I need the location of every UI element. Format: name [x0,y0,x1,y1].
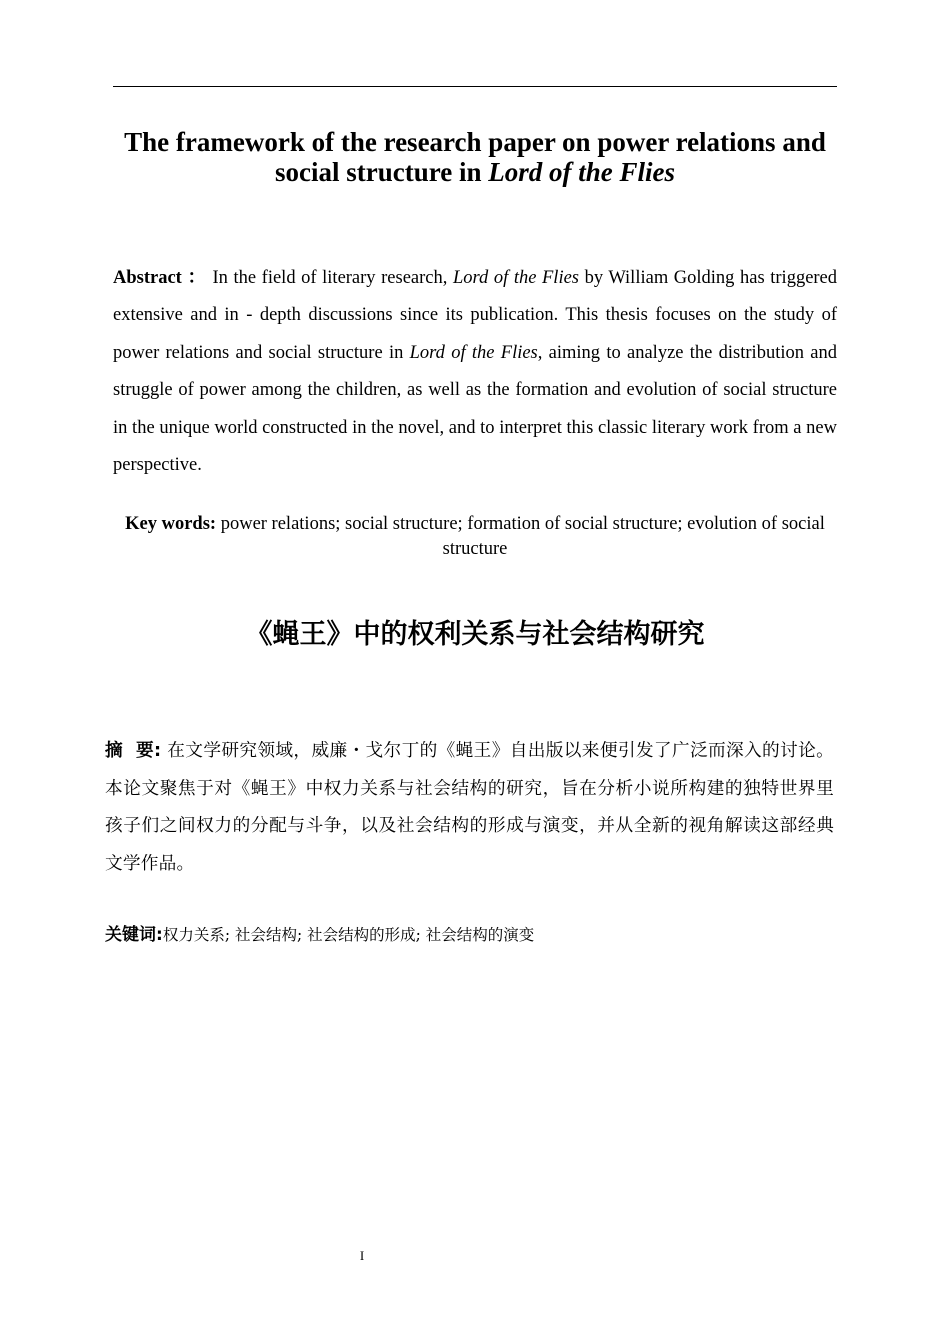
header-rule [113,86,837,87]
abstract-label: Abstract [113,268,182,288]
chinese-title: 《蝇王》中的权利关系与社会结构研究 [245,619,705,650]
page-number: I [359,1248,365,1263]
cn-keywords-label: 关键词: [105,925,163,945]
chinese-abstract [105,733,834,883]
cn-keywords-text: 权力关系; 社会结构; 社会结构的形成; 社会结构的演变 [162,926,535,944]
keywords-text: power relations; social structure; formation of social structure; evolution of social structure [216,514,825,559]
chinese-keywords [105,922,834,948]
abstract-text-2: by William Golding has triggered extensive and in - depth discussions since its publication. This thesis focuses on the study of power relations and social structure in [113,268,838,363]
english-keywords [113,512,837,562]
title-italic-text: Lord of the Flies [488,157,675,187]
paper-title [113,127,837,187]
cn-abstract-label: 摘 要: [105,741,162,761]
cn-abstract-text: 在文学研究领域，威廉・戈尔丁的《蝇王》自出版以来便引发了广泛而深入的讨论。本论文聚焦于对《蝇王》中权力关系与社会结构的研究，旨在分析小说所构建的独特世界里孩子们之间权力的分配与斗争，以及社会结构的形成与演变，并从全新的视角解读这部经典文学作品。 [105,741,834,874]
abstract-italic-1: Lord of the Flies [452,268,579,288]
abstract-text-3: , aiming to analyze the distribution and struggle of power among the children, as well as the formation and evolution of social structure in the unique world constructed in the novel, and to interpret this classic literary work from a new perspective. [113,342,837,476]
keywords-label: Key words: [125,514,217,534]
abstract-colon: ： [187,268,207,288]
title-text: The framework of the research paper on power relations and social structure in [124,127,826,187]
abstract-italic-2: Lord of the Flies [409,342,538,363]
english-abstract [113,260,837,484]
abstract-text-1: In the field of literary research, [212,268,453,288]
